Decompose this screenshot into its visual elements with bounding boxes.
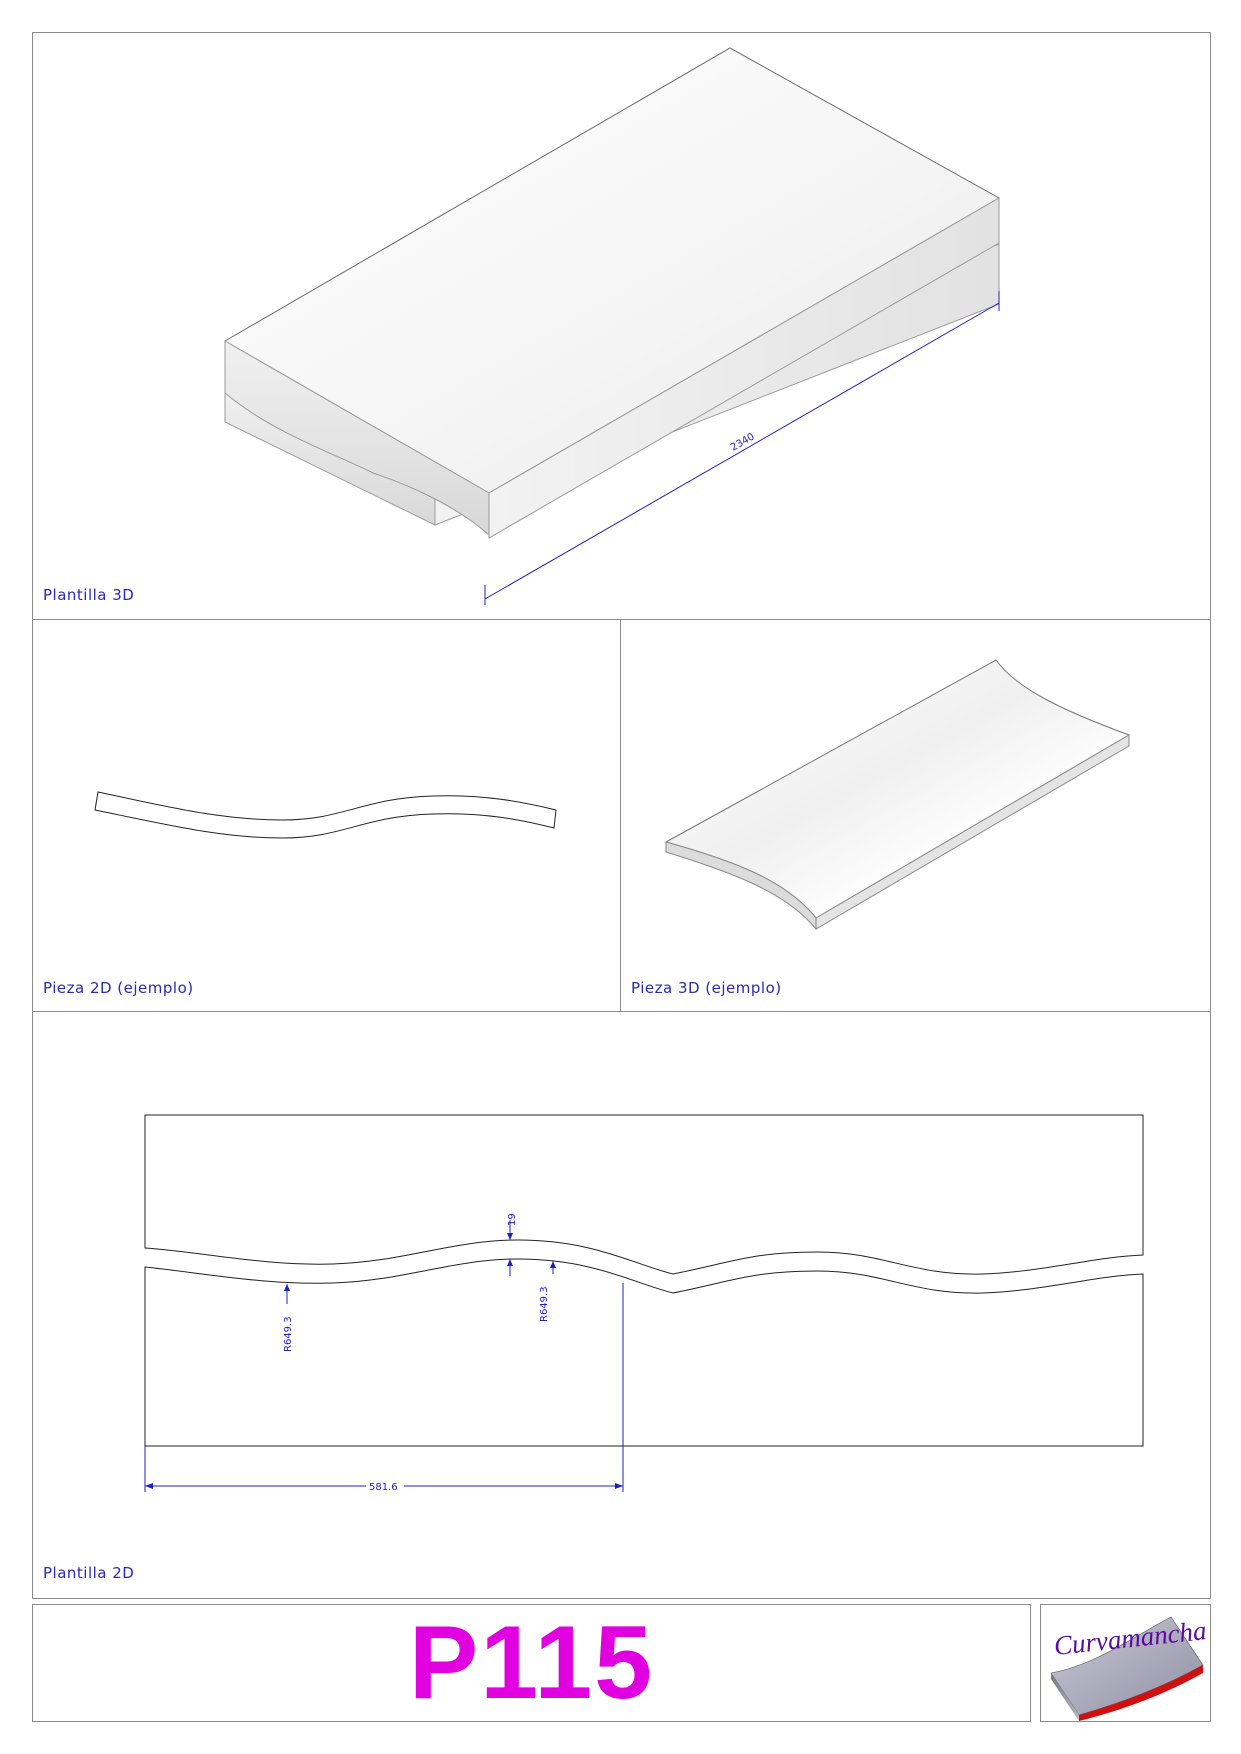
panel-pieza-2d — [32, 619, 621, 1012]
panel-label-pieza-2d: Pieza 2D (ejemplo) — [43, 979, 194, 997]
dimension-2340-text: 2340 — [729, 431, 757, 454]
panel-label-pieza-3d: Pieza 3D (ejemplo) — [631, 979, 782, 997]
dimension-gap-text: 19 — [507, 1213, 518, 1226]
plantilla-3d-drawing — [33, 33, 1212, 621]
logo-block — [1040, 1604, 1211, 1722]
upper-template — [145, 1115, 1143, 1274]
lower-template — [145, 1259, 1143, 1446]
panel-plantilla-3d — [32, 32, 1211, 620]
panel-label-plantilla-2d: Plantilla 2D — [43, 1564, 135, 1582]
dimension-length-text: 581.6 — [369, 1482, 398, 1493]
panel-label-plantilla-3d: Plantilla 3D — [43, 586, 135, 604]
plantilla-2d-drawing — [33, 1012, 1212, 1600]
product-code: P115 — [408, 1604, 655, 1721]
logo — [1041, 1605, 1212, 1723]
dimension-radius-left-text: R649.3 — [283, 1316, 294, 1352]
panel-pieza-3d — [620, 619, 1211, 1012]
pieza-3d-drawing — [621, 620, 1212, 1013]
panel-plantilla-2d — [32, 1011, 1211, 1599]
dimension-radius-right-text: R649.3 — [539, 1286, 550, 1322]
pieza-2d-drawing — [33, 620, 622, 1013]
logo-text: Curvamancha — [1052, 1615, 1208, 1661]
title-block — [32, 1604, 1031, 1722]
